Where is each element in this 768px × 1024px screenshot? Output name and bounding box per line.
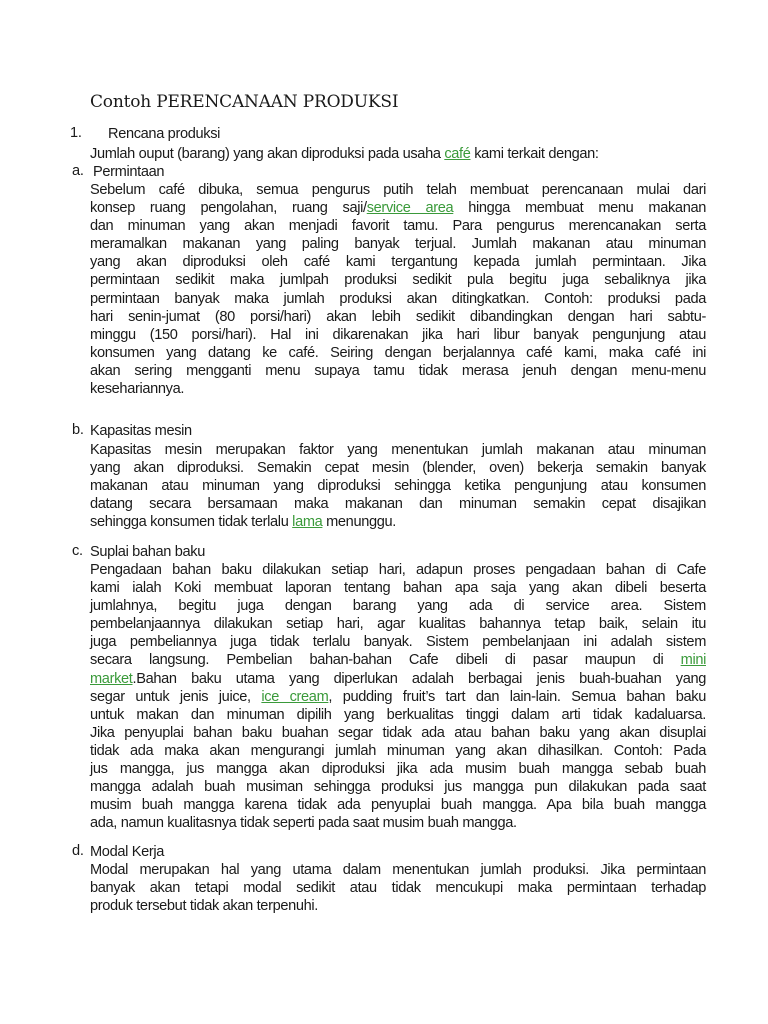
text-run: jumlahnya, begitu juga dengan barang yang ada di service area. Sistem	[90, 598, 706, 615]
section-b-heading: Kapasitas mesin	[90, 423, 192, 439]
section-1-heading: Rencana produksi	[108, 126, 221, 142]
text-run: tidak ada maka akan mengurangi jumlah minuman yang akan dihasilkan. Contoh: Pada	[90, 742, 706, 759]
section-c-marker: c.	[72, 543, 83, 559]
section-a-marker: a.	[72, 163, 84, 179]
text-run: juga pembeliannya juga tidak terlalu banyak. Sistem pembelanjaan ini adalah sistem	[90, 634, 706, 651]
text-run: secara langsung. Pembelian bahan-bahan Cafe dibeli di pasar maupun di	[90, 652, 681, 669]
paragraph-line	[90, 235, 706, 253]
paragraph-line	[90, 362, 706, 380]
paragraph-line	[90, 688, 706, 706]
section-b-marker: b.	[72, 422, 84, 438]
text-run: permintaan sedikit maka jumlpah produksi sedikit pula begitu juga sebaliknya jika	[90, 272, 706, 289]
paragraph-line	[90, 670, 706, 688]
text-run: kami terkait dengan:	[470, 146, 599, 162]
paragraph-line	[90, 706, 706, 724]
text-run: Kapasitas mesin merupakan faktor yang menentukan jumlah makanan atau minuman	[90, 442, 706, 458]
paragraph-line	[90, 796, 706, 814]
paragraph-line	[90, 724, 706, 742]
section-c-heading: Suplai bahan baku	[90, 544, 205, 560]
section-c-body	[90, 561, 706, 832]
paragraph-line	[90, 633, 706, 651]
paragraph-line	[90, 326, 706, 344]
text-run: musim buah mangga karena tidak ada penyuplai buah mangga. Apa bila buah mangga	[90, 797, 706, 814]
paragraph-line	[90, 513, 706, 531]
paragraph-line	[90, 217, 706, 235]
section-d-body	[90, 861, 706, 915]
paragraph-line	[90, 897, 706, 915]
text-run: konsumen yang datang ke café. Seiring dengan berjalannya café kami, maka café ini	[90, 344, 706, 361]
text-run: yang akan diproduksi. Semakin cepat mesin (blender, oven) bekerja semakin banyak	[90, 460, 706, 477]
paragraph-line	[90, 181, 706, 199]
text-run: Pengadaan bahan baku dilakukan setiap hari, adapun proses pengadaan bahan di Cafe	[90, 562, 706, 578]
text-run: sehingga konsumen tidak terlalu	[90, 514, 293, 531]
section-d-heading: Modal Kerja	[90, 844, 165, 860]
paragraph-line	[90, 477, 706, 495]
paragraph-line	[90, 459, 706, 477]
paragraph-line	[90, 441, 706, 459]
paragraph-line	[90, 579, 706, 597]
section-a-body	[90, 181, 706, 398]
text-run: yang akan diproduksi oleh café kami tergantung kepada jumlah permintaan. Jika	[90, 254, 706, 271]
paragraph-line	[90, 290, 706, 308]
section-a-heading: Permintaan	[93, 164, 165, 180]
text-run: dan minuman yang akan menjadi favorit tamu. Para pengurus merencanakan serta	[90, 218, 706, 235]
text-run: Sebelum café dibuka, semua pengurus putih telah membuat perencanaan mulai dari	[90, 182, 706, 198]
paragraph-line	[90, 760, 706, 778]
paragraph-line	[90, 615, 706, 633]
hyperlink[interactable]: service area	[366, 200, 454, 217]
text-run: konsep ruang pengolahan, ruang saji/	[90, 200, 367, 217]
text-run: makanan atau minuman yang diproduksi sehingga ketika pengunjung atau konsumen	[90, 478, 706, 495]
paragraph-line	[90, 199, 706, 217]
text-run: ada, namun kualitasnya tidak seperti pada saat musim buah mangga.	[90, 815, 517, 832]
text-run: produk tersebut tidak akan terpenuhi.	[90, 898, 319, 915]
hyperlink[interactable]: market	[90, 670, 133, 687]
text-run: Jumlah ouput (barang) yang akan diproduksi pada usaha	[90, 146, 445, 162]
text-run: banyak akan tetapi modal sedikit atau tidak mencukupi maka permintaan terhadap	[90, 880, 706, 897]
text-run: kesehariannya.	[90, 381, 185, 398]
paragraph-line	[90, 271, 706, 289]
text-run: pembelanjaannya dilakukan setiap hari, agar kualitas bahannya tetap baik, selain itu	[90, 616, 706, 633]
paragraph-line	[90, 742, 706, 760]
hyperlink[interactable]: mini	[680, 652, 706, 669]
section-1-marker: 1.	[70, 125, 82, 141]
text-run: Jika penyuplai bahan baku buahan segar tidak ada atau bahan baku yang akan disuplai	[90, 724, 706, 741]
paragraph-line	[90, 380, 706, 398]
document-title: Contoh PERENCANAAN PRODUKSI	[90, 92, 399, 112]
paragraph-line	[90, 861, 706, 879]
paragraph-line	[90, 145, 706, 163]
text-run: menunggu.	[322, 514, 396, 531]
section-1-body	[90, 145, 706, 163]
text-run: akan sering mengganti menu supaya tamu tidak merasa jenuh dengan menu-menu	[90, 362, 706, 379]
paragraph-line	[90, 597, 706, 615]
text-run: hari senin-jumat (80 porsi/hari) akan lebih sedikit dibandingkan dengan hari sabtu-	[90, 308, 706, 325]
text-run: minggu (150 porsi/hari). Hal ini dikarenakan jika hari libur banyak pengunjung atau	[90, 326, 706, 343]
paragraph-line	[90, 308, 706, 326]
text-run: segar untuk jenis juice,	[90, 688, 262, 705]
hyperlink[interactable]: café	[444, 146, 471, 162]
text-run: meramalkan makanan yang paling banyak terjual. Jumlah makanan atau minuman	[90, 236, 706, 253]
text-run: Modal merupakan hal yang utama dalam menentukan jumlah produksi. Jika permintaan	[90, 862, 706, 878]
section-d-marker: d.	[72, 843, 84, 859]
paragraph-line	[90, 561, 706, 579]
text-run: jus mangga, jus mangga akan diproduksi jika ada musim buah mangga sebab buah	[90, 761, 706, 778]
paragraph-line	[90, 495, 706, 513]
paragraph-line	[90, 879, 706, 897]
text-run: .Bahan baku utama yang diperlukan adalah berbagai jenis buah-buahan yang	[132, 670, 706, 687]
text-run: datang secara bersamaan maka makanan dan minuman semakin cepat disajikan	[90, 496, 706, 513]
hyperlink[interactable]: ice cream	[261, 688, 329, 705]
paragraph-line	[90, 344, 706, 362]
section-b-body	[90, 441, 706, 531]
text-run: untuk makan dan minuman dipilih yang berkualitas tinggi dalam arti tidak kadaluarsa.	[90, 706, 706, 723]
hyperlink[interactable]: lama	[292, 514, 323, 531]
paragraph-line	[90, 778, 706, 796]
paragraph-line	[90, 814, 706, 832]
text-run: kami ialah Koki membuat laporan tentang bahan apa saja yang akan dibeli beserta	[90, 580, 706, 597]
text-run: , pudding fruit’s tart dan lain-lain. Semua bahan baku	[328, 688, 706, 705]
text-run: hingga membuat menu makanan	[453, 200, 706, 217]
text-run: mangga adalah buah musiman sehingga produksi jus mangga pun dilakukan pada saat	[90, 779, 706, 796]
paragraph-line	[90, 253, 706, 271]
text-run: permintaan banyak maka jumlah produksi akan ditingkatkan. Contoh: produksi pada	[90, 290, 706, 307]
paragraph-line	[90, 651, 706, 669]
